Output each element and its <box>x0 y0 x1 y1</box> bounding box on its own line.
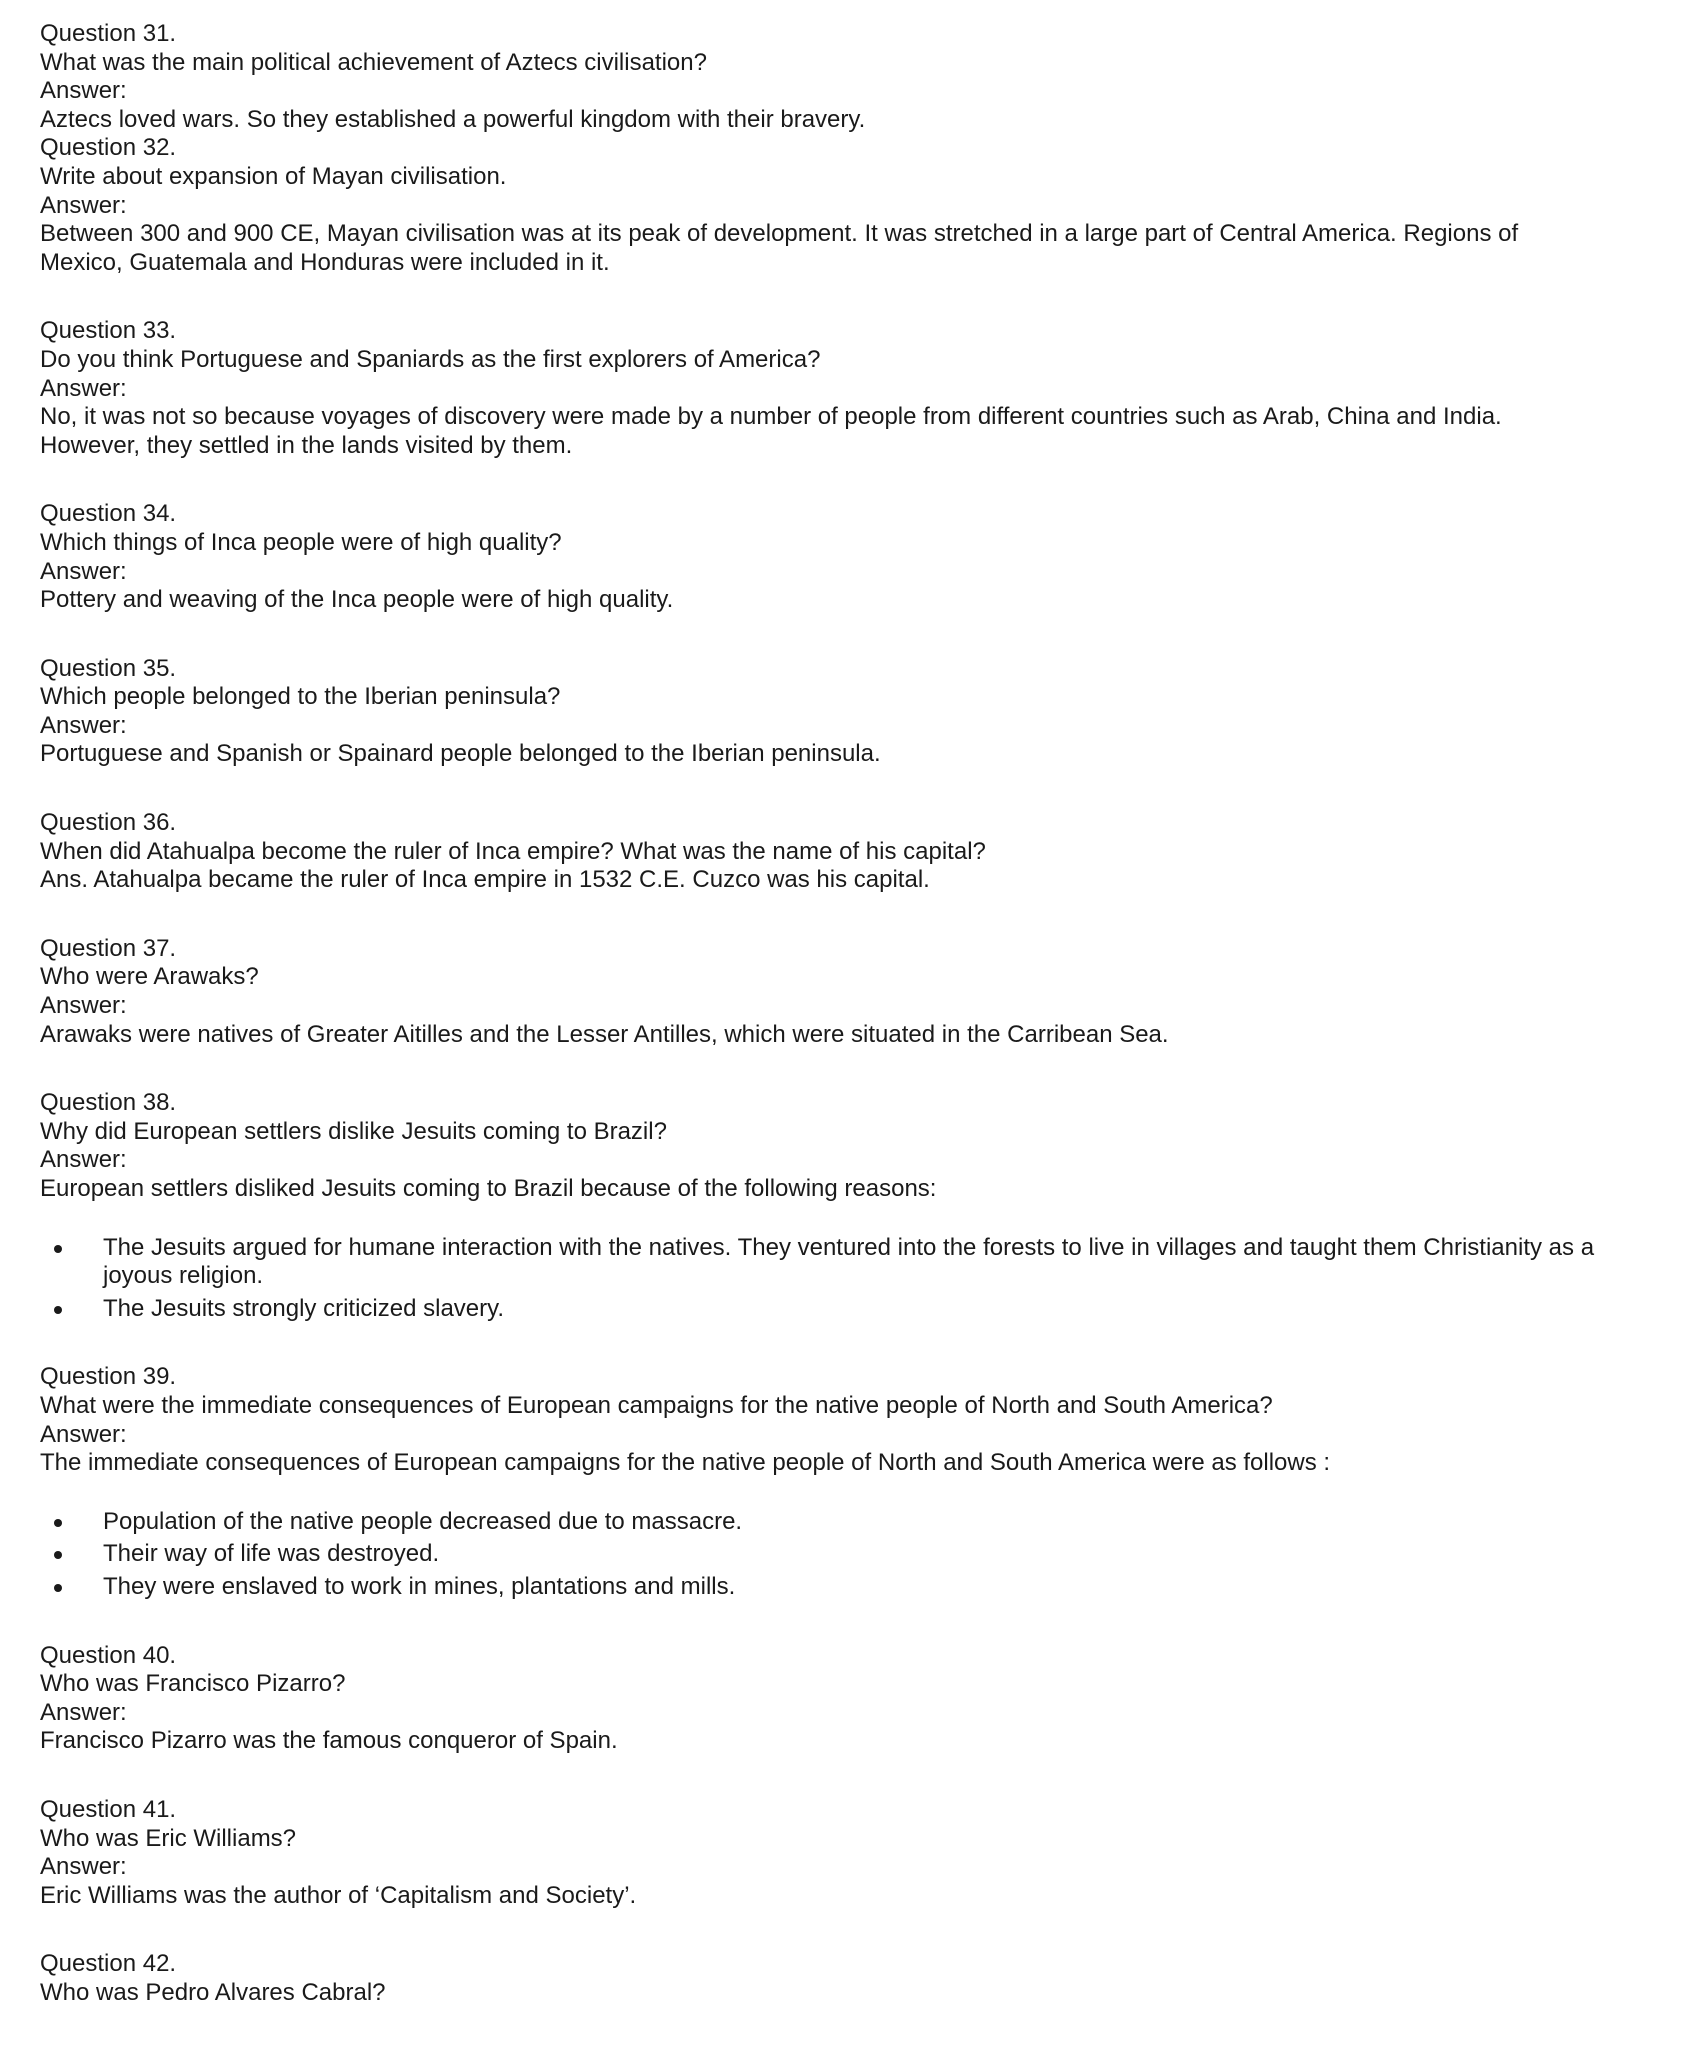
qa-item <box>40 655 1660 769</box>
question-text: Who was Pedro Alvares Cabral? <box>40 1978 386 2006</box>
question-text: Who was Francisco Pizarro? <box>40 1670 346 1698</box>
question-number: Question 36. <box>40 809 177 837</box>
question-text: Which people belonged to the Iberian peninsula? <box>40 683 561 711</box>
question-text: Do you think Portuguese and Spaniards as the first explorers of America? <box>40 345 821 373</box>
list-item <box>40 1295 1660 1324</box>
question-number: Question 38. <box>40 1089 177 1117</box>
question-number: Question 41. <box>40 1795 177 1823</box>
bullet-icon <box>54 1519 62 1527</box>
list-item-text: Their way of life was destroyed. <box>103 1540 440 1568</box>
answer-label: Answer: <box>40 1420 127 1448</box>
answer-text: Portuguese and Spanish or Spainard people belonged to the Iberian peninsula. <box>40 740 881 768</box>
question-number: Question 37. <box>40 934 177 962</box>
question-number: Question 39. <box>40 1363 177 1391</box>
qa-item <box>40 1642 1660 1756</box>
qa-item <box>40 809 1660 895</box>
answer-label: Answer: <box>40 77 127 105</box>
answer-text: Aztecs loved wars. So they established a powerful kingdom with their bravery. <box>40 105 866 133</box>
bullet-icon <box>54 1551 62 1559</box>
question-text: When did Atahualpa become the ruler of Inca empire? What was the name of his capital? <box>40 837 986 865</box>
qa-item <box>40 1950 1660 2007</box>
answer-label: Answer: <box>40 557 127 585</box>
bullet-list <box>40 1508 1660 1602</box>
answer-text: Eric Williams was the author of ‘Capitalism and Society’. <box>40 1881 637 1909</box>
bullet-icon <box>54 1306 62 1314</box>
qa-item <box>40 134 1660 277</box>
answer-text: European settlers disliked Jesuits coming to Brazil because of the following reasons: <box>40 1175 937 1202</box>
question-text: Who was Eric Williams? <box>40 1824 297 1852</box>
answer-text: Between 300 and 900 CE, Mayan civilisation was at its peak of development. It was stretched in a large part of Central America. Regions of Mexico, Guatemala and Honduras were included in it. <box>40 220 1519 276</box>
answer-label: Answer: <box>40 374 127 402</box>
question-number: Question 42. <box>40 1950 177 1978</box>
question-text: What were the immediate consequences of European campaigns for the native people of North and South America? <box>40 1391 1273 1419</box>
question-number: Question 35. <box>40 654 177 682</box>
list-item <box>40 1234 1660 1291</box>
question-number: Question 40. <box>40 1641 177 1669</box>
answer-label: Answer: <box>40 1853 127 1881</box>
question-text: Which things of Inca people were of high quality? <box>40 528 562 556</box>
answer-text: Francisco Pizarro was the famous conqueror of Spain. <box>40 1727 618 1755</box>
question-text: What was the main political achievement of Aztecs civilisation? <box>40 48 707 76</box>
answer-text: Ans. Atahualpa became the ruler of Inca empire in 1532 C.E. Cuzco was his capital. <box>40 866 930 894</box>
list-item <box>40 1540 1660 1569</box>
answer-text: No, it was not so because voyages of discovery were made by a number of people from different countries such as Arab, China and India. However, they settled in the lands visited by them. <box>40 403 1502 459</box>
question-number: Question 31. <box>40 20 177 47</box>
question-text: Write about expansion of Mayan civilisation. <box>40 162 507 190</box>
qa-item <box>40 20 1660 134</box>
list-item <box>40 1508 1660 1537</box>
question-number: Question 34. <box>40 500 177 528</box>
qa-item <box>40 500 1660 614</box>
bullet-icon <box>54 1245 62 1253</box>
qa-item <box>40 317 1660 460</box>
question-text: Who were Arawaks? <box>40 963 259 991</box>
question-number: Question 33. <box>40 317 177 345</box>
qa-item <box>40 935 1660 1049</box>
bullet-icon <box>54 1584 62 1592</box>
bullet-list <box>40 1234 1660 1324</box>
qa-item <box>40 1089 1660 1323</box>
qa-item <box>40 1796 1660 1910</box>
answer-label: Answer: <box>40 1698 127 1726</box>
question-text: Why did European settlers dislike Jesuits coming to Brazil? <box>40 1117 667 1145</box>
answer-text: Pottery and weaving of the Inca people were of high quality. <box>40 586 674 614</box>
answer-label: Answer: <box>40 711 127 739</box>
list-item-text: They were enslaved to work in mines, plantations and mills. <box>103 1572 736 1600</box>
qa-item <box>40 1363 1660 1601</box>
answer-text: Arawaks were natives of Greater Aitilles and the Lesser Antilles, which were situated in the Carribean Sea. <box>40 1020 1169 1048</box>
list-item-text: Population of the native people decreased due to massacre. <box>103 1507 743 1535</box>
list-item-text: The Jesuits strongly criticized slavery. <box>103 1294 505 1322</box>
answer-label: Answer: <box>40 1146 127 1174</box>
answer-label: Answer: <box>40 992 127 1020</box>
list-item-text: The Jesuits argued for humane interaction with the natives. They ventured into the forests to live in villages and taught them Christianity as a joyous religion. <box>103 1233 1595 1290</box>
question-number: Question 32. <box>40 134 177 162</box>
answer-text: The immediate consequences of European campaigns for the native people of North and South America were as follows : <box>40 1449 1331 1477</box>
list-item <box>40 1573 1660 1602</box>
answer-label: Answer: <box>40 191 127 219</box>
